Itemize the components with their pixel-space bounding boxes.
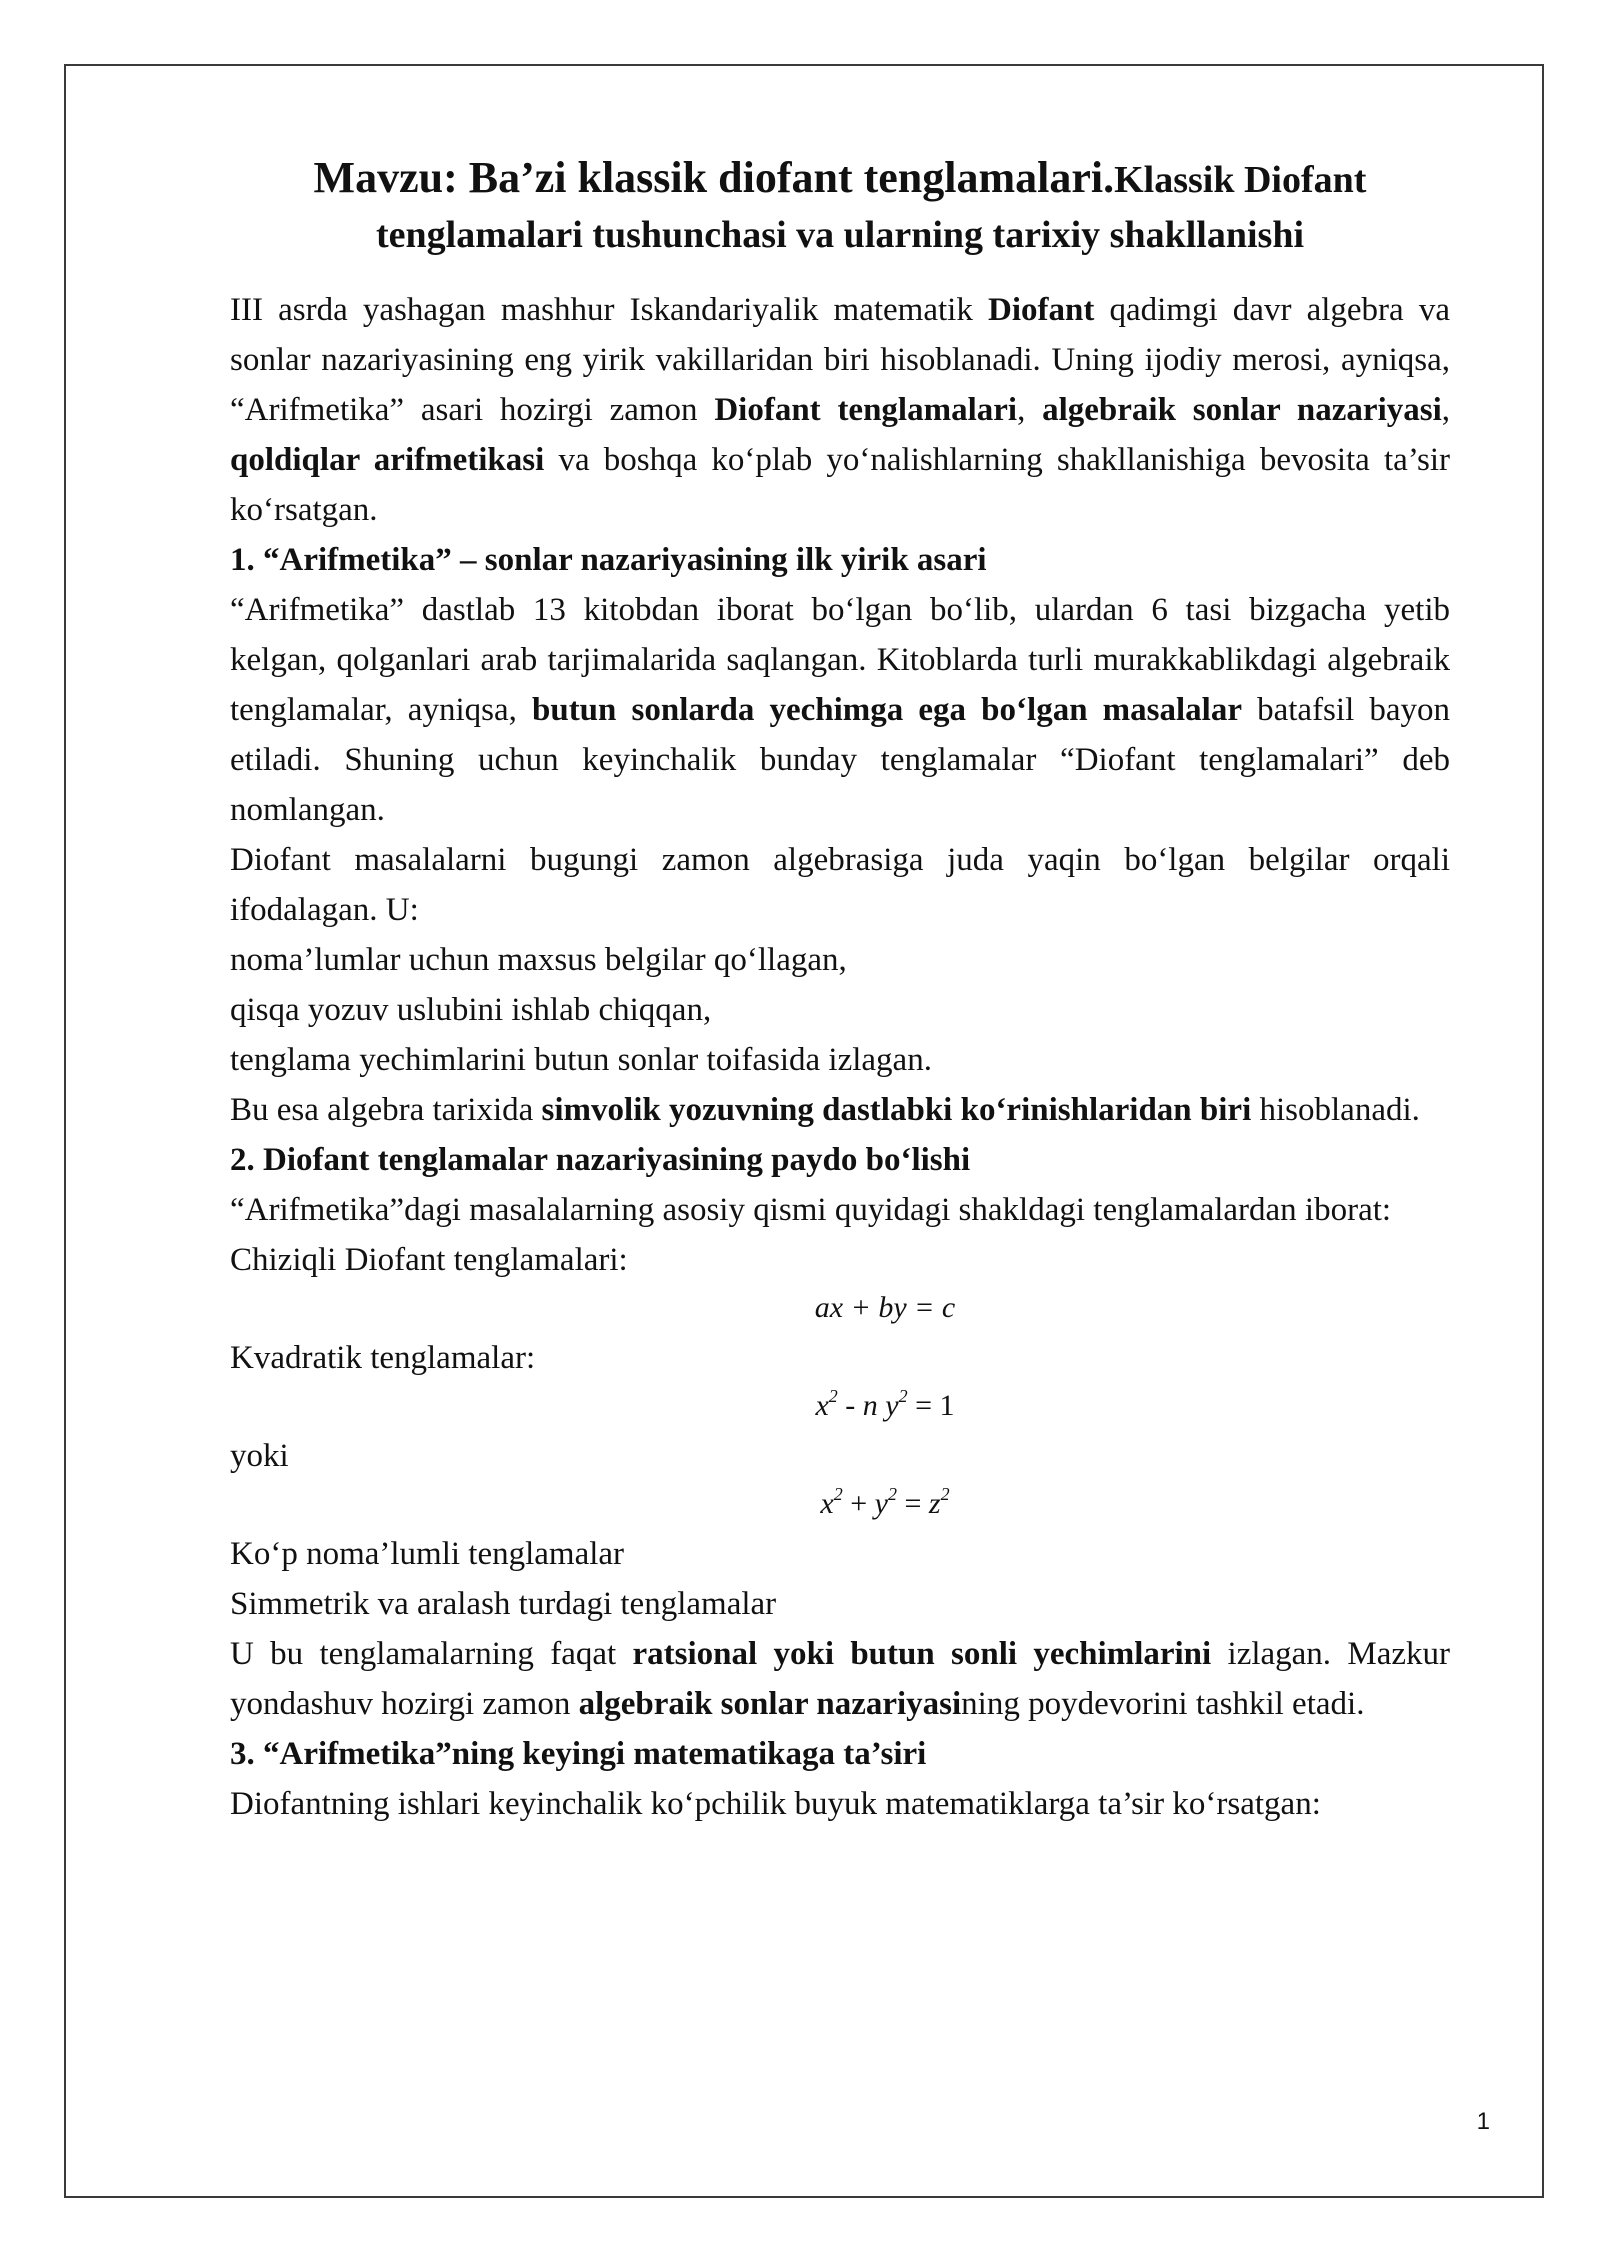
section3-heading: 3. “Arifmetika”ning keyingi matematikaga ta’siri <box>230 1736 927 1772</box>
document-body <box>230 150 1450 1829</box>
linear-formula: ax + by = c <box>814 1291 956 1324</box>
list-item: tenglama yechimlarini butun sonlar toifasida izlagan. <box>230 1042 932 1078</box>
title-sub: Klassik Diofant tenglamalari tushunchasi va ularning tarixiy shakllanishi <box>375 159 1367 256</box>
title-main: Mavzu: Ba’zi klassik diofant tenglamalari. <box>313 153 1115 202</box>
list-item: noma’lumlar uchun maxsus belgilar qo‘llagan, <box>230 942 847 978</box>
section1-heading: 1. “Arifmetika” – sonlar nazariyasining ilk yirik asari <box>230 542 987 578</box>
pythagorean-formula: $x^2 + y^2 = z^2$ <box>820 1484 950 1520</box>
quadratic-label: Kvadratik tenglamalar: <box>230 1340 536 1376</box>
section3-paragraph: Diofantning ishlari keyinchalik ko‘pchilik buyuk matematiklarga ta’sir ko‘rsatgan: <box>230 1786 1321 1822</box>
pell-formula: $x^2$ - n $y^2 = 1$ <box>815 1386 955 1422</box>
symmetric-label: Simmetrik va aralash turdagi tenglamalar <box>230 1586 777 1622</box>
section2-paragraph: “Arifmetika”dagi masalalarning asosiy qismi quyidagi shakldagi tenglamalardan iborat: <box>230 1192 1392 1228</box>
multi-unknown-label: Ko‘p noma’lumli tenglamalar <box>230 1536 625 1572</box>
linear-label: Chiziqli Diofant tenglamalari: <box>230 1242 628 1278</box>
section1-paragraph-3: Bu esa algebra tarixida simvolik yozuvning dastlabki ko‘rinishlaridan biri hisoblanadi. <box>230 1092 1420 1128</box>
section1-paragraph: “Arifmetika” dastlab 13 kitobdan iborat bo‘lgan bo‘lib, ulardan 6 tasi bizgacha yetib kelgan, qolganlari arab tarjimalarida saqlangan. Kitoblarda turli murakkablikdagi algebraik tenglamalar, ayniqsa, butun sonlarda yechimga ega bo‘lgan masalalar batafsil bayon etiladi. Shuning uchun keyinchalik bunday tenglamalar “Diofant tenglamalari” deb nomlangan. <box>230 592 1451 828</box>
section2-paragraph-2: U bu tenglamalarning faqat ratsional yoki butun sonli yechimlarini izlagan. Mazkur yondashuv hozirgi zamon algebraik sonlar nazariyasining poydevorini tashkil etadi. <box>230 1636 1450 1722</box>
section2-heading: 2. Diofant tenglamalar nazariyasining paydo bo‘lishi <box>230 1142 971 1178</box>
page-title <box>230 150 1450 263</box>
list-item: qisqa yozuv uslubini ishlab chiqqan, <box>230 992 712 1028</box>
page-number: 1 <box>1476 2108 1490 2135</box>
or-label: yoki <box>230 1438 289 1474</box>
section1-paragraph-2: Diofant masalalarni bugungi zamon algebrasiga juda yaqin bo‘lgan belgilar orqali ifodalagan. U: <box>230 842 1450 928</box>
intro-paragraph: III asrda yashagan mashhur Iskandariyalik matematik Diofant qadimgi davr algebra va sonlar nazariyasining eng yirik vakillaridan biri hisoblanadi. Uning ijodiy merosi, ayniqsa, “Arifmetika” asari hozirgi zamon Diofant tenglamalari, algebraik sonlar nazariyasi, qoldiqlar arifmetikasi va boshqa ko‘plab yo‘nalishlarning shakllanishiga bevosita ta’sir ko‘rsatgan. <box>230 292 1450 528</box>
